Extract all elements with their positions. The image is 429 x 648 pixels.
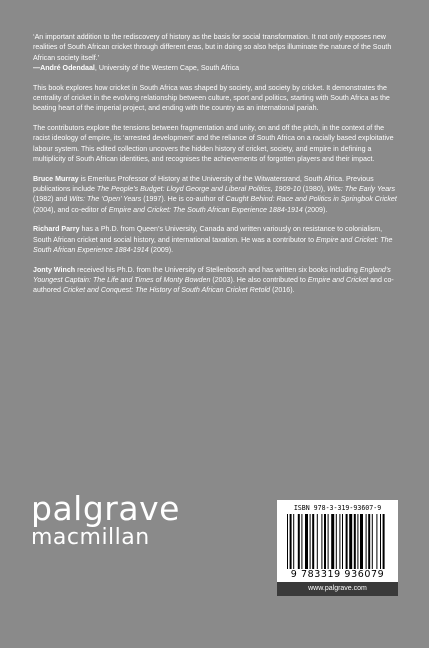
bio-name: Jonty Winch xyxy=(33,265,76,274)
book-title: Cricket and Conquest: The History of South African Cricket Retold xyxy=(62,286,271,295)
back-cover-text xyxy=(33,32,401,305)
bio-text: (2009). xyxy=(302,205,328,214)
book-title: Wits: The ‘Open’ Years xyxy=(69,195,142,204)
bio-name: Richard Parry xyxy=(33,225,80,234)
bio-text: (1997). He is co-author of xyxy=(141,195,226,204)
bio-text: has a Ph.D. from Queen’s University, Canada and written variously on resistance to colonialism, South African cricket and social history, and international taxation. He was a contributor to xyxy=(33,225,383,244)
book-title: Empire and Cricket xyxy=(307,276,369,285)
book-title: The People’s Budget: Lloyd George and Liberal Politics, 1909-10 xyxy=(96,185,301,194)
bio-text: (2016). xyxy=(270,286,295,295)
bio-name: Bruce Murray xyxy=(33,174,79,183)
book-title: Wits: The Early Years xyxy=(327,185,396,194)
barcode-box xyxy=(277,500,398,582)
bio-text: is Emeritus Professor of History at the University of the Witwatersrand, South Africa. Previous publications include xyxy=(33,174,374,194)
book-title: Empire and Cricket: The South African Experience 1884-1914 xyxy=(33,235,393,255)
description-paragraph-1: This book explores how cricket in South Africa was shaped by society, and society by cricket. It demonstrates the centrality of cricket in the evolving relationship between culture, sport and politics, starting with South Africa as the beating heart of the imperial project, and ending with the country as an international pariah. xyxy=(33,83,390,113)
publisher-logo-line2: macmillan xyxy=(31,525,150,550)
bio-text: and co-authored xyxy=(33,276,394,295)
bio-murray xyxy=(33,174,401,215)
bio-text: (1982) and xyxy=(33,195,70,204)
book-title: Caught Behind: Race and Politics in Springbok Cricket xyxy=(225,195,397,204)
barcode-icon xyxy=(287,514,388,569)
barcode-digits: 9 783319 936079 xyxy=(290,569,385,580)
bio-text: received his Ph.D. from the University of Stellenbosch and has written six books including xyxy=(75,265,360,274)
bio-parry xyxy=(33,224,401,255)
quote-text: ‘An important addition to the rediscovery of history as the basis for social transformation. It not only exposes new realities of South African cricket through different eras, but in doing so also helps illuminate the nature of the South African society itself.’ xyxy=(33,33,392,62)
endorsement-quote xyxy=(33,32,401,73)
description-paragraph-2: The contributors explore the tensions between fragmentation and unity, on and off the pitch, in the context of the racist ideology of empire, its ‘arrested development’ and the reliance of South Africa on a racially based exploitative labour system. This edited collection uncovers the hidden history of cricket, society, and empire in defining a multiplicity of South African identities, and recognises the achievements of forgotten players and their impact. xyxy=(33,124,394,163)
publisher-url[interactable]: www.palgrave.com xyxy=(277,582,398,596)
bio-winch xyxy=(33,265,401,296)
bio-text: (2004), and co-editor of xyxy=(33,205,109,214)
bio-text: (2003). He also contributed to xyxy=(210,276,308,285)
book-title: Empire and Cricket: The South African Experience 1884-1914 xyxy=(108,205,303,214)
publisher-logo-line1: palgrave xyxy=(31,489,180,528)
isbn-label: ISBN 978-3-319-93607-9 xyxy=(293,504,382,512)
bio-text: (1980), xyxy=(300,185,328,194)
quote-author: —André Odendaal xyxy=(33,63,95,72)
publisher-logo xyxy=(31,489,180,550)
book-title: England’s Youngest Captain: The Life and Times of Monty Bowden xyxy=(33,265,391,285)
quote-affiliation: , University of the Western Cape, South Africa xyxy=(94,63,240,72)
bio-text: (2009). xyxy=(148,246,174,255)
